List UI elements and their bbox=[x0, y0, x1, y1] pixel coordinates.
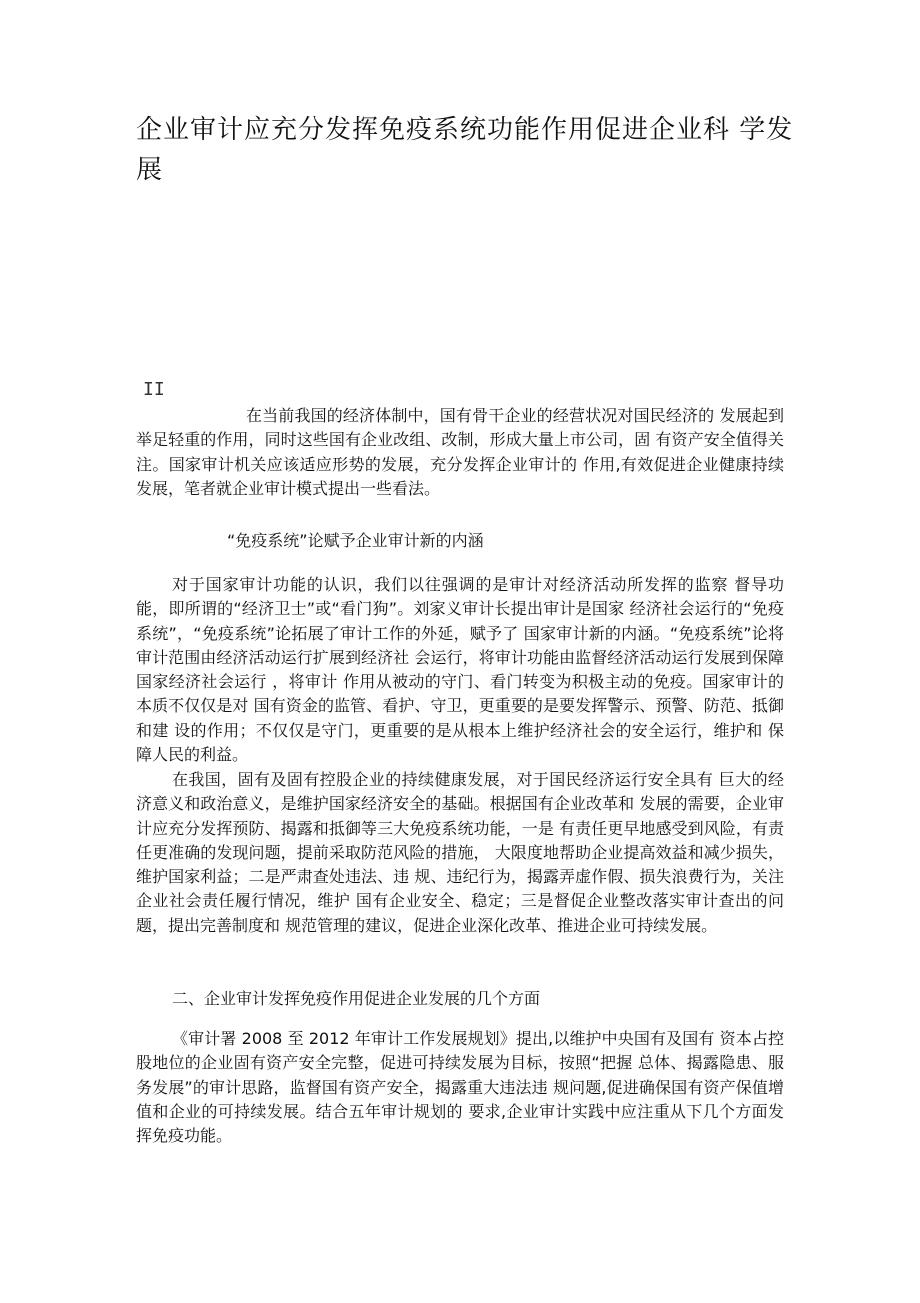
section-heading-2: 二、企业审计发挥免疫作用促进企业发展的几个方面 bbox=[172, 989, 541, 1008]
document-title: 企业审计应充分发挥免疫系统功能作用促进企业科 学发展 bbox=[136, 115, 794, 185]
section-heading-1: “免疫系统”论赋予企业审计新的内涵 bbox=[227, 531, 484, 550]
body-paragraph-4: 《审计署 2008 至 2012 年审计工作发展规划》提出,以维护中央国有及国有 资本占控股地位的企业固有资产安全完整，促进可持续发展为目标，按照“把握 总体、揭露隐患、服务发展”的审计思路，监督国有资产安全，揭露重大违法违 规问题,促进确保国有资产保值增值和企业的可持续发展。结合五年审计规划的 要求,企业审计实践中应注重从下几个方面发挥免疫功能。 bbox=[136, 1029, 784, 1146]
body-paragraph-2: 对于国家审计功能的认识，我们以往强调的是审计对经济活动所发挥的监察 督导功能，即所谓的“经济卫士”或“看门狗”。刘家义审计长提出审计是国家 经济社会运行的“免疫系统”，“免疫系统”论拓展了审计工作的外延，赋予了 国家审计新的内涵。“免疫系统”论将审计范围由经济活动运行扩展到经济社 会运行，将审计功能由监督经济活动运行发展到保障国家经济社会运行 ，将审计 作用从被动的守门、看门转变为积极主动的免疫。国家审计的本质不仅仅是对 国有资金的监管、看护、守卫，更重要的是要发挥警示、预警、防范、抵御和建 设的作用；不仅仅是守门，更重要的是从根本上维护经济社会的安全运行，维护和 保障人民的利益。 bbox=[136, 575, 784, 765]
intro-paragraph: 在当前我国的经济体制中，国有骨干企业的经营状况对国民经济的 发展起到举足轻重的作用，同时这些国有企业改组、改制，形成大量上市公司，固 有资产安全值得关注。国家审计机关应该适应形势的发展，充分发挥企业审计的 作用,有效促进企业健康持续发展，笔者就企业审计模式提出一些看法。 bbox=[136, 406, 784, 498]
page-marker: II bbox=[143, 379, 165, 400]
body-paragraph-3: 在我国，固有及固有控股企业的持续健康发展，对于国民经济运行安全具有 巨大的经济意义和政治意义，是维护国家经济安全的基础。根据国有企业改革和 发展的需要，企业审计应充分发挥预防、揭露和抵御等三大免疫系统功能，一是 有责任更早地感受到风险，有责任更准确的发现问题，提前采取防范风险的措施， 大限度地帮助企业提高效益和减少损失，维护国家利益；二是严肃查处违法、违 规、违纪行为，揭露弄虚作假、损失浪费行为，关注企业社会责任履行情况，维护 国有企业安全、稳定；三是督促企业整改落实审计查出的问题，提出完善制度和 规范管理的建议，促进企业深化改革、推进企业可持续发展。 bbox=[136, 770, 784, 935]
